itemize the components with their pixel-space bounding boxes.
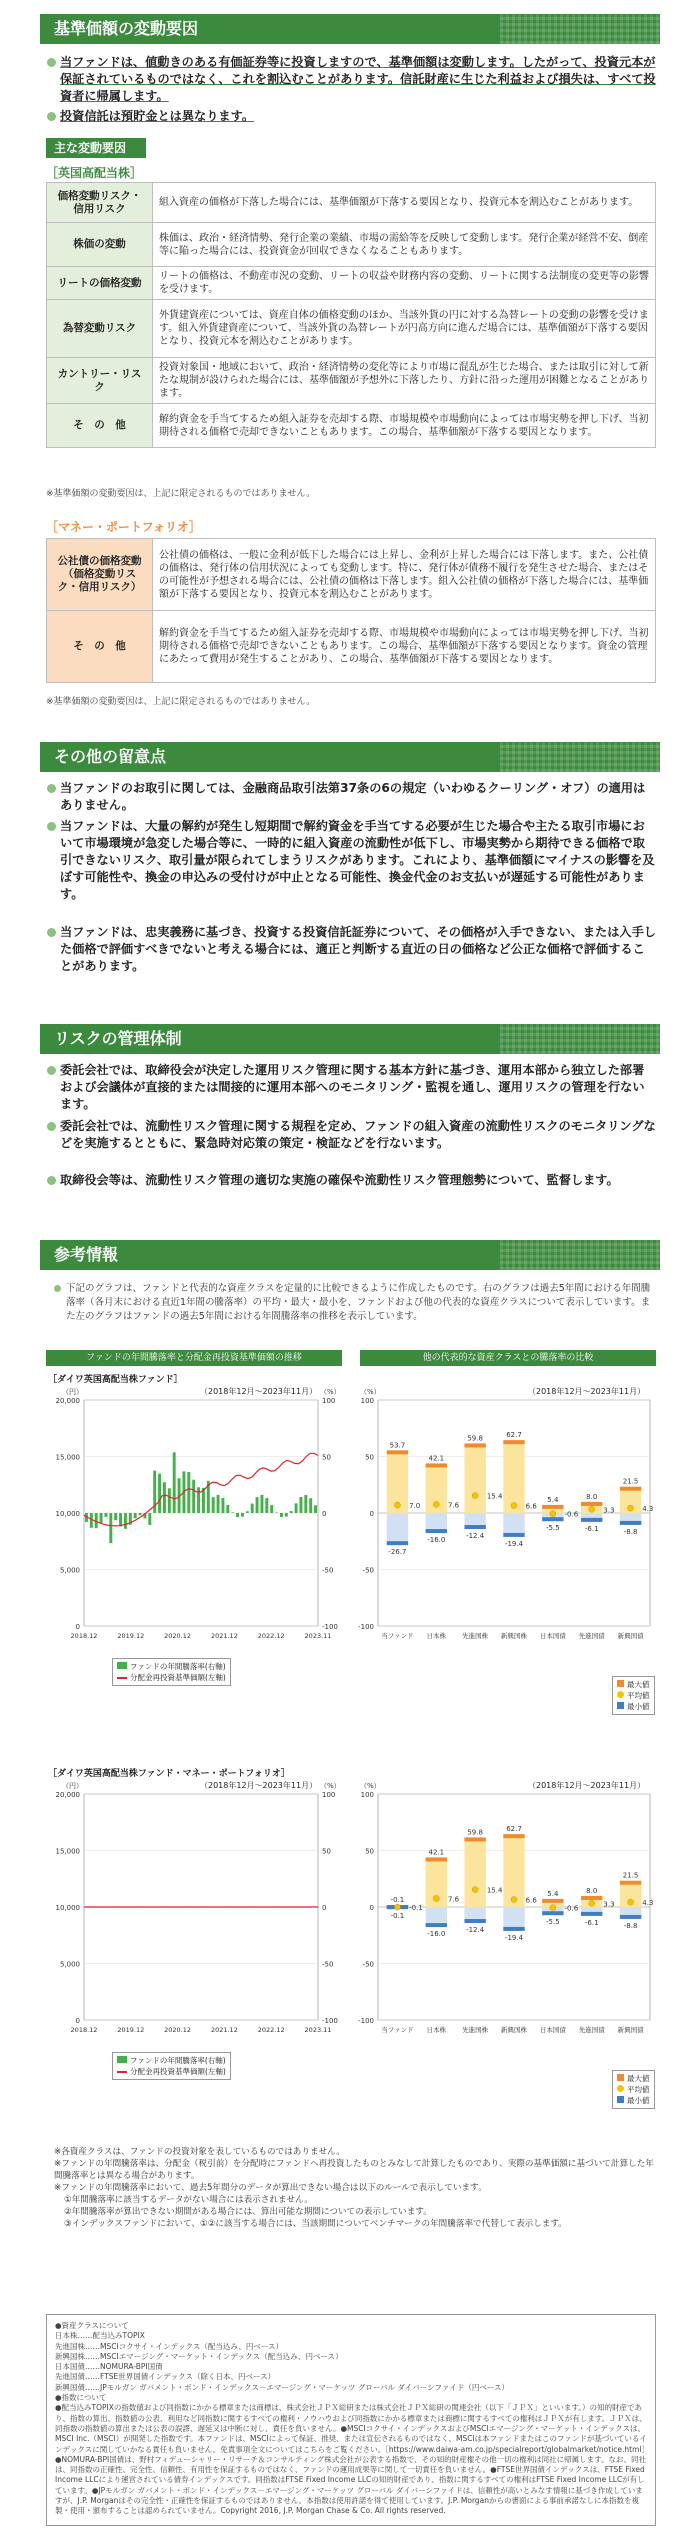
return-bar xyxy=(265,1498,268,1513)
risk-desc: 公社債の価格は、一般に金利が低下した場合には上昇し、金利が上昇した場合には下落します。また、公社債の価格は、発行体の信用状況によっても変動します。特に、発行体が債務不履行を発生させた場合、またはその可能性が予想される場合には、公社債の価格は下落します。組入公社債の価格が下落した場合には、基準価額が下落する要因となり、投資元本を割込むことがあります。 xyxy=(153,539,656,611)
legend-bar xyxy=(117,2055,226,2066)
max-marker xyxy=(503,1440,524,1444)
min-label: -8.8 xyxy=(623,1921,638,1930)
return-bar xyxy=(212,1497,215,1513)
money-portfolio-label: ［マネー・ポートフォリオ］ xyxy=(46,520,201,534)
return-bar xyxy=(114,1513,117,1520)
category-label: 先進国株 xyxy=(462,2026,489,2034)
y-tick: -50 xyxy=(362,1960,374,1969)
risk-desc: 外貨建資産については、資産自体の価格変動のほか、当該外貨の円に対する為替レートの変動の影響を受けます。組入外貨建資産について、当該外貨の為替レートが円高方向に進んだ場合には、基準価額が下落する要因となり、投資元本を割込むことがあります。 xyxy=(153,300,656,358)
legend-label: 平均値 xyxy=(627,1691,650,1700)
max-marker xyxy=(581,1502,602,1506)
avg-marker xyxy=(511,1897,517,1903)
legend-min xyxy=(617,2095,650,2106)
y-left-tick: 10,000 xyxy=(55,1510,80,1518)
section-header-reference: 参考情報 xyxy=(40,1240,660,1270)
y-left-tick: 20,000 xyxy=(55,1791,80,1799)
y-right-tick: -100 xyxy=(322,1623,338,1631)
x-tick: 2018.12 xyxy=(70,1632,98,1640)
max-range-bar xyxy=(464,1839,485,1907)
return-bar xyxy=(119,1513,122,1526)
chart1-legend xyxy=(112,1658,231,1686)
min-marker xyxy=(620,1521,641,1525)
legend-label: ファンドの年間騰落率(右軸) xyxy=(130,2056,226,2065)
x-tick: 2023.11 xyxy=(304,2026,332,2034)
note-line: ※ファンドの年間騰落率は、分配金（税引前）を分配時にファンドへ再投資したものとみなして計算したものであり、実際の基準価額に基づいて計算した年間騰落率とは異なる場合があります。 xyxy=(54,2159,654,2181)
category-label: 日本国債 xyxy=(539,1632,566,1640)
y-tick: -50 xyxy=(362,1566,374,1575)
y-right-tick: -50 xyxy=(322,1960,334,1969)
avg-label: 6.6 xyxy=(525,1896,537,1905)
min-marker xyxy=(464,1919,485,1923)
box-line: ●配当込みTOPIXの指数値および同指数にかかる標章または商標は、株式会社ＪＰＸ総研または株式会社ＪＰＸ総研の関連会社（以下「ＪＰＸ」といいます。）の知的財産であり、指数の算出、指数値の公表、利用など同指数に関するすべての権利・ノウハウおよび同指数にかかる標章または商標に関するすべての権利はＪＰＸが有します。ＪＰＸは、同指数の指数値の算出または公表の誤謬、遅延又は中断に対し、責任を負いません。●MSCIコクサイ・インデックスおよびMSCIエマージング・マーケット・インデックスは、MSCI Inc.（MSCI）が開発した指数です。本ファンドは、MSCIによって保証、推奨、または宣伝されるものではなく、MSCIは本ファンドまたはこのファンドが基づいているインデックスに関していかなる責任も負いません。免責事項全文についてはこちらをご覧ください。［https://www.daiwa-am.co.jp/specialreport/globalmarket/notice.html］●NOMURA-BPI国債は、野村フィデューシャリー・リサーチ＆コンサルティング株式会社が公表する指数で、その知的財産権その他一切の権利は同社に帰属します。なお、同社は、同指数の正確性、完全性、信頼性、有用性を保証するものではなく、ファンドの運用成果等に関して一切責任を負いません。●FTSE世界国債インデックスは、FTSE Fixed Income LLCにより運営されている債券インデックスです。同指数はFTSE Fixed Income LLCの知的財産であり、指数に関するすべての権利はFTSE Fixed Income LLCが有しています。●JPモルガン ガバメント・ボンド・インデックス－エマージング・マーケッツ グローバル ダイバーシファイドは、信頼性が高いとみなす情報に基づき作成していますが、J.P. Morganはその完全性・正確性を保証するものではありません。本指数は使用許諾を得て使用しています。J.P. Morganからの書面による事前承諾なしに本指数を複製・使用・頒布することは認められていません。Copyright 2016, J.P. Morgan Chase & Co. All rights reserved. xyxy=(55,2403,647,2516)
category-label: 日本株 xyxy=(426,1632,447,1640)
chart2-legend xyxy=(612,1676,655,1715)
min-label: -19.4 xyxy=(504,1539,524,1548)
avg-label: 4.3 xyxy=(642,1505,654,1514)
footnote: ※基準価額の変動要因は、上記に限定されるものではありません。 xyxy=(46,697,316,707)
return-bar xyxy=(173,1452,176,1513)
x-tick: 2019.12 xyxy=(117,2026,145,2034)
avg-label: 7.6 xyxy=(447,1501,460,1510)
min-range-bar xyxy=(503,1907,524,1929)
legend-avg xyxy=(617,1690,650,1701)
y-tick: 50 xyxy=(365,1847,374,1856)
legend-swatch xyxy=(117,2056,127,2063)
return-bar xyxy=(275,1513,278,1514)
legend-min xyxy=(617,1701,650,1712)
return-bar xyxy=(134,1513,137,1518)
legend-swatch xyxy=(617,2074,624,2081)
min-label: -6.1 xyxy=(584,1918,599,1927)
y-right-tick: 0 xyxy=(322,1904,327,1912)
risk-key: そ の 他 xyxy=(47,611,153,683)
max-marker xyxy=(426,1463,447,1467)
bullet-text: 委託会社では、取締役会が決定した運用リスク管理に関する基本方針に基づき、運用本部から独立した部署および会議体が直接的または間接的に運用本部へのモニタリング・監視を通し、運用リスクの管理を行ないます。 xyxy=(60,1063,645,1111)
x-tick: 2018.12 xyxy=(70,2026,98,2034)
chart2-period: （2018年12月～2023年11月） xyxy=(528,1387,646,1396)
chart3-period: （2018年12月～2023年11月） xyxy=(200,1781,318,1790)
y-tick: 100 xyxy=(360,1397,374,1405)
avg-marker xyxy=(550,1511,556,1517)
min-range-bar xyxy=(464,1907,485,1921)
legend-swatch xyxy=(617,1691,624,1698)
y-left-unit: （円） xyxy=(62,1782,83,1790)
min-label: -12.4 xyxy=(466,1926,485,1935)
min-label: -26.7 xyxy=(388,1548,407,1557)
risk-desc: リートの価格は、不動産市況の変動、リートの収益や財務内容の変動、リートに関する法制度の変更等の影響を受けます。 xyxy=(153,267,656,300)
category-label: 先進国債 xyxy=(578,2026,605,2034)
avg-label: 4.3 xyxy=(642,1899,654,1908)
legend-avg xyxy=(617,2084,650,2095)
category-label: 新興国株 xyxy=(501,1632,527,1640)
avg-marker xyxy=(589,1506,595,1512)
y-right-tick: 100 xyxy=(322,1791,336,1799)
min-label: -8.8 xyxy=(623,1527,638,1536)
box-line: 先進国株……MSCIコクサイ・インデックス（配当込み、円ベース） xyxy=(55,2341,284,2351)
min-marker xyxy=(503,1533,524,1537)
bullet-text: 投資信託は預貯金とは異なります。 xyxy=(60,109,255,123)
box-line: 日本国債……NOMURA-BPI国債 xyxy=(55,2362,163,2372)
y-tick: -100 xyxy=(358,1623,374,1631)
x-tick: 2022.12 xyxy=(257,1632,285,1640)
box-line: ●資産クラスについて xyxy=(55,2321,129,2330)
bullet-text: 当ファンドは、忠実義務に基づき、投資する投資信託証券について、その価格が入手できない、または入手した価格で評価すべきでないと考える場合には、適正と判断する直近の日の価格など公正な価格で評価することがあります。 xyxy=(60,925,656,973)
return-bar xyxy=(197,1487,200,1513)
footnote: ※基準価額の変動要因は、上記に限定されるものではありません。 xyxy=(46,489,316,499)
max-label: 62.7 xyxy=(506,1431,522,1440)
legend-max xyxy=(617,1679,650,1690)
min-marker xyxy=(426,1529,447,1533)
bullet-text: 委託会社では、流動性リスク管理に関する規程を定め、ファンドの組入資産の流動性リスクのモニタリングなどを実施するとともに、緊急時対応策の策定・検証などを行ないます。 xyxy=(60,1119,656,1150)
max-marker xyxy=(542,1899,563,1903)
return-bar xyxy=(285,1513,288,1517)
y-left-tick: 15,000 xyxy=(55,1847,80,1856)
return-bar xyxy=(139,1513,142,1515)
return-bar xyxy=(187,1472,190,1513)
max-label: 59.8 xyxy=(467,1828,483,1837)
max-marker xyxy=(464,1443,485,1447)
max-label: 8.0 xyxy=(586,1492,598,1501)
max-label: 53.7 xyxy=(389,1441,406,1450)
max-marker xyxy=(503,1834,524,1838)
avg-marker xyxy=(628,1899,634,1905)
legend-label: 最小値 xyxy=(627,2096,650,2105)
avg-marker xyxy=(589,1900,595,1906)
min-label: -5.5 xyxy=(546,1918,560,1927)
avg-marker xyxy=(433,1501,439,1507)
min-range-bar xyxy=(426,1513,447,1531)
section-header-volatility: 基準価額の変動要因 xyxy=(40,14,660,44)
min-range-bar xyxy=(426,1907,447,1925)
bullet-text: 当ファンドのお取引に関しては、金融商品取引法第37条の6の規定（いわゆるクーリング・オフ）の適用はありません。 xyxy=(60,781,646,812)
return-bar xyxy=(221,1498,224,1513)
y-left-tick: 0 xyxy=(75,1623,80,1631)
right-chart-header: 他の代表的な資産クラスとの騰落率の比較 xyxy=(360,1350,656,1366)
box-line: 日本株……配当込みTOPIX xyxy=(55,2331,145,2341)
note-line: ③インデックスファンドにおいて、①②に該当する場合には、当該期間についてベンチマークの年間騰落率で代替して表示します。 xyxy=(64,2219,567,2229)
min-range-bar xyxy=(503,1513,524,1535)
x-tick: 2023.11 xyxy=(304,1632,332,1640)
chart4-period: （2018年12月～2023年11月） xyxy=(528,1781,646,1790)
bullet-text: 当ファンドは、大量の解約が発生し短期間で解約資金を手当てする必要が生じた場合や主たる取引市場において市場環境が急変した場合等に、一時的に組入資産の流動性が低下し、市場実勢から期待できる価格で取引できないリスク、取引量が限られてしまうリスクがあります。これにより、基準価額にマイナスの影響を及ぼす可能性や、換金の申込みの受付けが中止となる可能性、換金代金のお支払いが遅延する可能性があります。 xyxy=(60,819,655,901)
min-marker xyxy=(581,1912,602,1916)
x-tick: 2019.12 xyxy=(117,1632,145,1640)
box-line: 新興国株……MSCIエマージング・マーケット・インデックス（配当込み、円ベース） xyxy=(55,2351,343,2361)
chart1-title: ［ダイワ英国高配当株ファンド］ xyxy=(48,1375,183,1385)
box-line: 新興国債……JPモルガン ガバメント・ボンド・インデックス－エマージング・マーケッツ グローバル ダイバーシファイド（円ベース） xyxy=(55,2382,509,2392)
note-line: ※各資産クラスは、ファンドの投資対象を表しているものではありません。 xyxy=(54,2147,345,2157)
legend-max xyxy=(617,2073,650,2084)
return-bar xyxy=(104,1513,107,1517)
index-disclaimer-box xyxy=(46,2314,656,2526)
y-right-unit: （%） xyxy=(320,1388,341,1396)
min-marker xyxy=(581,1518,602,1522)
y-left-tick: 15,000 xyxy=(55,1453,80,1462)
return-bar xyxy=(270,1505,273,1513)
risk-key: カントリー・リスク xyxy=(47,358,153,404)
min-label: -16.0 xyxy=(427,1930,446,1939)
legend-swatch xyxy=(617,2096,624,2103)
category-label: 日本国債 xyxy=(539,2026,566,2034)
category-label: 当ファンド xyxy=(381,2026,414,2034)
x-tick: 2021.12 xyxy=(210,1632,238,1640)
legend-label: 分配金再投資基準価額(左軸) xyxy=(130,1673,226,1682)
min-label: -6.1 xyxy=(584,1524,599,1533)
x-tick: 2022.12 xyxy=(257,2026,285,2034)
legend-label: 最大値 xyxy=(627,1680,650,1689)
min-marker xyxy=(464,1525,485,1529)
min-range-bar xyxy=(464,1513,485,1527)
legend-line xyxy=(117,2066,226,2077)
risk-desc: 解約資金を手当てするため組入証券を売却する際、市場規模や市場動向によっては市場実勢を押し下げ、当初期待される価格で売却できないこともあります。この場合、基準価額が下落する要因となります。 xyxy=(153,404,656,448)
chart1-period: （2018年12月～2023年11月） xyxy=(200,1387,318,1396)
max-label: 42.1 xyxy=(428,1848,445,1857)
return-bar xyxy=(109,1513,112,1543)
x-tick: 2020.12 xyxy=(164,2026,192,2034)
return-bar xyxy=(256,1497,259,1513)
bullet-text: 当ファンドは、値動きのある有価証券等に投資しますので、基準価額は変動します。したがって、投資元本が保証されているものではなく、これを割込むことがあります。信託財産に生じた利益および損失は、すべて投資者に帰属します。 xyxy=(60,55,656,103)
y-left-tick: 0 xyxy=(75,2017,80,2025)
y-tick: 100 xyxy=(360,1791,374,1799)
note-line: ①年間騰落率に該当するデータがない場合には表示されません。 xyxy=(64,2195,313,2205)
legend-swatch xyxy=(117,1677,127,1679)
return-bar xyxy=(163,1482,166,1513)
max-marker xyxy=(542,1505,563,1509)
avg-label: 15.4 xyxy=(486,1492,503,1501)
max-marker xyxy=(620,1487,641,1491)
legend-label: ファンドの年間騰落率(右軸) xyxy=(130,1662,226,1671)
return-bar xyxy=(309,1498,312,1513)
return-bar xyxy=(231,1512,234,1513)
min-label: -5.5 xyxy=(546,1524,560,1533)
category-label: 新興国株 xyxy=(501,2026,527,2034)
category-label: 新興国債 xyxy=(617,1632,644,1640)
max-label: 42.1 xyxy=(428,1454,445,1463)
box-line: ●指数について xyxy=(55,2393,107,2403)
legend-swatch xyxy=(617,2085,624,2092)
chart3-title: ［ダイワ英国高配当株ファンド・マネー・ポートフォリオ］ xyxy=(48,1769,290,1779)
y-right-tick: 50 xyxy=(322,1847,331,1856)
max-label: -0.1 xyxy=(390,1896,405,1905)
bullet-text: 取締役会等は、流動性リスク管理の適切な実施の確保や流動性リスク管理態勢について、監督します。 xyxy=(60,1173,619,1187)
legend-swatch xyxy=(617,1680,624,1687)
max-marker xyxy=(387,1450,408,1454)
return-bar xyxy=(299,1497,302,1513)
return-bar xyxy=(260,1495,263,1513)
return-bar xyxy=(314,1505,317,1513)
chart4-legend xyxy=(612,2070,655,2109)
risk-desc: 株価は、政治・経済情勢、発行企業の業績、市場の需給等を反映して変動します。発行企業が経営不安、倒産等に陥った場合には、投資資金が回収できなくなることもあります。 xyxy=(153,223,656,267)
chart3-legend xyxy=(112,2052,231,2080)
max-marker xyxy=(620,1881,641,1885)
min-marker xyxy=(542,1911,563,1915)
y-unit: （%） xyxy=(360,1388,381,1396)
max-label: 62.7 xyxy=(506,1825,522,1834)
return-bar xyxy=(241,1513,244,1517)
y-left-tick: 5,000 xyxy=(59,1960,80,1969)
min-label: -12.4 xyxy=(466,1532,485,1541)
min-range-bar xyxy=(387,1513,408,1543)
max-range-bar xyxy=(464,1445,485,1513)
chart-notes xyxy=(54,2146,654,2230)
risk-key: 為替変動リスク xyxy=(47,300,153,358)
max-label: 59.8 xyxy=(467,1434,483,1443)
min-marker xyxy=(620,1915,641,1919)
return-bar xyxy=(100,1513,103,1523)
category-label: 当ファンド xyxy=(381,1632,414,1640)
return-bar xyxy=(251,1504,254,1513)
legend-label: 最大値 xyxy=(627,2074,650,2083)
main-factors-label: 主な変動要因 xyxy=(46,138,146,158)
avg-marker xyxy=(511,1503,517,1509)
risk-desc: 組入資産の価格が下落した場合には、基準価額が下落する要因となり、投資元本を割込むことがあります。 xyxy=(153,183,656,223)
avg-label: -0.6 xyxy=(564,1904,579,1913)
y-tick: 0 xyxy=(369,1904,374,1912)
legend-swatch xyxy=(617,1702,624,1709)
avg-marker xyxy=(394,1502,400,1508)
avg-label: 7.0 xyxy=(409,1502,421,1511)
y-right-tick: 100 xyxy=(322,1397,336,1405)
y-tick: 50 xyxy=(365,1453,374,1462)
return-bar xyxy=(168,1488,171,1513)
risk-desc: 投資対象国・地域において、政治・経済情勢の変化等により市場に混乱が生じた場合、または取引に対して新たな規制が設けられた場合には、基準価額が予想外に下落したり、方針に沿った運用が困難となることがあります。 xyxy=(153,358,656,404)
category-label: 新興国債 xyxy=(617,2026,644,2034)
return-bar xyxy=(290,1511,293,1513)
risk-key: 公社債の価格変動（価格変動リスク・信用リスク） xyxy=(47,539,153,611)
y-right-tick: 50 xyxy=(322,1453,331,1462)
legend-label: 分配金再投資基準価額(左軸) xyxy=(130,2067,226,2076)
risk-key: 価格変動リスク・信用リスク xyxy=(47,183,153,223)
category-label: 先進国株 xyxy=(462,1632,489,1640)
avg-label: 3.3 xyxy=(603,1506,615,1515)
avg-marker xyxy=(472,1493,478,1499)
x-tick: 2020.12 xyxy=(164,1632,192,1640)
category-label: 先進国債 xyxy=(578,1632,605,1640)
y-right-tick: -100 xyxy=(322,2017,338,2025)
max-marker xyxy=(581,1896,602,1900)
uk-equity-label: ［英国高配当株］ xyxy=(46,166,143,180)
return-bar xyxy=(295,1503,298,1513)
return-bar xyxy=(158,1474,161,1513)
avg-label: 15.4 xyxy=(486,1886,503,1895)
return-bar xyxy=(246,1511,249,1513)
avg-label: -0.6 xyxy=(564,1510,579,1519)
legend-line xyxy=(117,1672,226,1683)
return-bar xyxy=(124,1513,127,1529)
min-label: -0.1 xyxy=(390,1912,405,1921)
max-marker xyxy=(464,1837,485,1841)
avg-label: -0.1 xyxy=(409,1904,423,1913)
box-line: 先進国債……FTSE世界国債インデックス（除く日本、円ベース） xyxy=(55,2372,276,2382)
min-marker xyxy=(542,1517,563,1521)
section-header-notes: その他の留意点 xyxy=(40,742,660,772)
avg-label: 7.6 xyxy=(447,1895,460,1904)
note-line: ②年間騰落率が算出できない期間がある場合には、算出可能な期間についての表示しています。 xyxy=(64,2207,432,2217)
section-header-risk-management: リスクの管理体制 xyxy=(40,1024,660,1054)
intro-text: 下記のグラフは、ファンドと代表的な資産クラスを定量的に比較できるように作成したものです。右のグラフは過去5年間における年間騰落率（各月末における直近1年間の騰落率）の平均・最大・最小を、ファンドおよび他の代表的な資産クラスについて表示しています。また左のグラフはファンドの過去5年間における年間騰落率の推移を表示しています。 xyxy=(66,1283,651,1322)
legend-bar xyxy=(117,1661,226,1672)
avg-marker xyxy=(550,1905,556,1911)
return-bar xyxy=(304,1495,307,1513)
max-label: 21.5 xyxy=(622,1477,639,1486)
min-marker xyxy=(426,1923,447,1927)
y-right-tick: -50 xyxy=(322,1566,334,1575)
max-label: 5.4 xyxy=(547,1495,559,1504)
legend-label: 平均値 xyxy=(627,2085,650,2094)
avg-marker xyxy=(433,1895,439,1901)
y-left-tick: 5,000 xyxy=(59,1566,80,1575)
y-left-unit: （円） xyxy=(62,1388,83,1396)
avg-marker xyxy=(628,1505,634,1511)
min-marker xyxy=(387,1541,408,1545)
y-unit: （%） xyxy=(360,1782,381,1790)
min-label: -16.0 xyxy=(427,1536,446,1545)
return-bar xyxy=(236,1513,239,1517)
legend-swatch xyxy=(117,1662,127,1669)
max-marker xyxy=(426,1857,447,1861)
legend-label: 最小値 xyxy=(627,1702,650,1711)
return-bar xyxy=(226,1505,229,1513)
y-right-tick: 0 xyxy=(322,1510,327,1518)
y-tick: -100 xyxy=(358,2017,374,2025)
category-label: 日本株 xyxy=(426,2026,447,2034)
min-label: -19.4 xyxy=(504,1933,524,1942)
min-marker xyxy=(503,1927,524,1931)
return-bar xyxy=(148,1513,151,1525)
risk-key: リートの価格変動 xyxy=(47,267,153,300)
legend-swatch xyxy=(117,2071,127,2073)
return-bar xyxy=(280,1513,283,1517)
avg-label: 3.3 xyxy=(603,1900,615,1909)
note-line: ※ファンドの年間騰落率において、過去5年間分のデータが算出できない場合は以下のルールで表示しています。 xyxy=(54,2183,487,2193)
return-bar xyxy=(192,1480,195,1513)
risk-key: そ の 他 xyxy=(47,404,153,448)
y-left-tick: 10,000 xyxy=(55,1904,80,1912)
max-label: 5.4 xyxy=(547,1889,559,1898)
risk-desc: 解約資金を手当てするため組入証券を売却する際、市場規模や市場動向によっては市場実勢を押し下げ、当初期待される価格で売却できないこともあります。この場合、基準価額が下落する要因となります。資金の管理にあたって費用が発生することがあり、この場合、基準価額が下落する要因となります。 xyxy=(153,611,656,683)
y-right-unit: （%） xyxy=(320,1782,341,1790)
return-bar xyxy=(217,1495,220,1513)
y-left-tick: 20,000 xyxy=(55,1397,80,1405)
avg-label: 6.6 xyxy=(525,1502,537,1511)
avg-marker xyxy=(394,1904,400,1910)
x-tick: 2021.12 xyxy=(210,2026,238,2034)
risk-key: 株価の変動 xyxy=(47,223,153,267)
max-label: 8.0 xyxy=(586,1886,598,1895)
avg-marker xyxy=(472,1887,478,1893)
max-label: 21.5 xyxy=(622,1871,639,1880)
y-tick: 0 xyxy=(369,1510,374,1518)
left-chart-header: ファンドの年間騰落率と分配金再投資基準価額の推移 xyxy=(46,1350,342,1366)
